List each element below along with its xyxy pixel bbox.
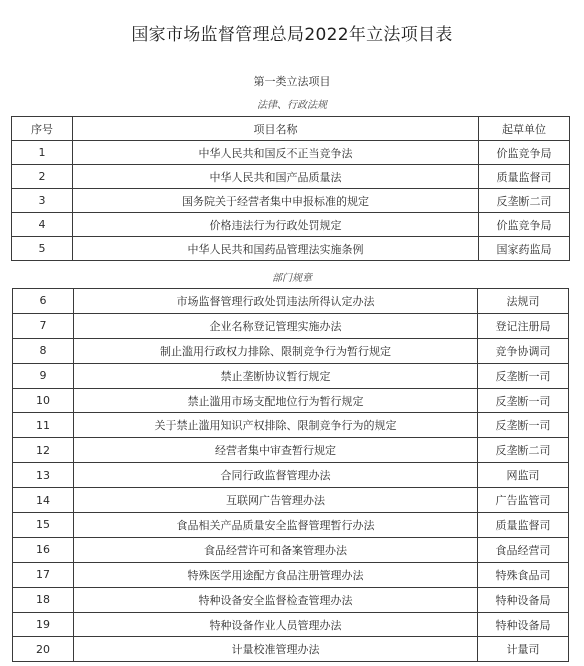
project-name: 关于禁止滥用知识产权排除、限制竞争行为的规定 <box>74 413 478 438</box>
drafting-unit: 特种设备局 <box>478 587 569 612</box>
project-name: 计量校准管理办法 <box>74 637 478 662</box>
drafting-unit: 国家药监局 <box>479 237 570 261</box>
row-number: 18 <box>13 587 74 612</box>
row-number: 6 <box>13 289 74 314</box>
column-header-no: 序号 <box>12 117 73 141</box>
project-name: 中华人民共和国药品管理法实施条例 <box>73 237 479 261</box>
table-row <box>13 587 569 612</box>
project-name: 国务院关于经营者集中申报标准的规定 <box>73 189 479 213</box>
table-row <box>12 237 570 261</box>
drafting-unit: 竞争协调司 <box>478 338 569 363</box>
drafting-unit: 反垄断一司 <box>478 363 569 388</box>
drafting-unit: 食品经营司 <box>478 537 569 562</box>
row-number: 10 <box>13 388 74 413</box>
drafting-unit: 特殊食品司 <box>478 562 569 587</box>
row-number: 5 <box>12 237 73 261</box>
project-name: 经营者集中审查暂行规定 <box>74 438 478 463</box>
project-name: 企业名称登记管理实施办法 <box>74 313 478 338</box>
project-name: 市场监督管理行政处罚违法所得认定办法 <box>74 289 478 314</box>
row-number: 16 <box>13 537 74 562</box>
project-name: 中华人民共和国反不正当竞争法 <box>73 141 479 165</box>
drafting-unit: 反垄断一司 <box>478 388 569 413</box>
project-name: 特种设备作业人员管理办法 <box>74 612 478 637</box>
table-row <box>13 637 569 662</box>
project-name: 合同行政监督管理办法 <box>74 463 478 488</box>
drafting-unit: 反垄断二司 <box>479 189 570 213</box>
table-row <box>13 537 569 562</box>
row-number: 19 <box>13 612 74 637</box>
drafting-unit: 价监竞争局 <box>479 213 570 237</box>
row-number: 7 <box>13 313 74 338</box>
drafting-unit: 法规司 <box>478 289 569 314</box>
column-header-name: 项目名称 <box>73 117 479 141</box>
laws-table <box>11 116 570 261</box>
group-heading-laws: 法律、行政法规 <box>257 100 327 111</box>
row-number: 20 <box>13 637 74 662</box>
table-header-row <box>12 117 570 141</box>
table-row <box>13 388 569 413</box>
drafting-unit: 计量司 <box>478 637 569 662</box>
row-number: 1 <box>12 141 73 165</box>
project-name: 食品相关产品质量安全监督管理暂行办法 <box>74 513 478 538</box>
group-heading-rules: 部门规章 <box>272 273 312 284</box>
row-number: 11 <box>13 413 74 438</box>
table-row <box>13 289 569 314</box>
table-row <box>12 141 570 165</box>
row-number: 13 <box>13 463 74 488</box>
column-header-unit: 起草单位 <box>479 117 570 141</box>
row-number: 4 <box>12 213 73 237</box>
table-row <box>13 612 569 637</box>
row-number: 2 <box>12 165 73 189</box>
project-name: 特种设备安全监督检查管理办法 <box>74 587 478 612</box>
table-row <box>13 562 569 587</box>
drafting-unit: 价监竞争局 <box>479 141 570 165</box>
row-number: 8 <box>13 338 74 363</box>
rules-table <box>12 288 569 662</box>
row-number: 12 <box>13 438 74 463</box>
drafting-unit: 网监司 <box>478 463 569 488</box>
row-number: 3 <box>12 189 73 213</box>
table-row <box>13 488 569 513</box>
table-row <box>13 338 569 363</box>
project-name: 禁止垄断协议暂行规定 <box>74 363 478 388</box>
rules-table-body <box>13 289 569 662</box>
project-name: 特殊医学用途配方食品注册管理办法 <box>74 562 478 587</box>
drafting-unit: 质量监督司 <box>478 513 569 538</box>
table-row <box>13 363 569 388</box>
drafting-unit: 登记注册局 <box>478 313 569 338</box>
table-row <box>13 413 569 438</box>
project-name: 制止滥用行政权力排除、限制竞争行为暂行规定 <box>74 338 478 363</box>
table-row <box>13 463 569 488</box>
table-row <box>13 438 569 463</box>
project-name: 中华人民共和国产品质量法 <box>73 165 479 189</box>
laws-table-body <box>12 141 570 261</box>
table-row <box>12 213 570 237</box>
table-row <box>13 513 569 538</box>
section-title: 第一类立法项目 <box>253 75 331 88</box>
project-name: 食品经营许可和备案管理办法 <box>74 537 478 562</box>
row-number: 15 <box>13 513 74 538</box>
document-title: 国家市场监督管理总局2022年立法项目表 <box>131 25 453 45</box>
project-name: 禁止滥用市场支配地位行为暂行规定 <box>74 388 478 413</box>
table-row <box>12 165 570 189</box>
drafting-unit: 广告监管司 <box>478 488 569 513</box>
drafting-unit: 特种设备局 <box>478 612 569 637</box>
project-name: 互联网广告管理办法 <box>74 488 478 513</box>
row-number: 14 <box>13 488 74 513</box>
table-row <box>13 313 569 338</box>
project-name: 价格违法行为行政处罚规定 <box>73 213 479 237</box>
drafting-unit: 反垄断二司 <box>478 438 569 463</box>
drafting-unit: 质量监督司 <box>479 165 570 189</box>
row-number: 9 <box>13 363 74 388</box>
drafting-unit: 反垄断一司 <box>478 413 569 438</box>
row-number: 17 <box>13 562 74 587</box>
table-row <box>12 189 570 213</box>
